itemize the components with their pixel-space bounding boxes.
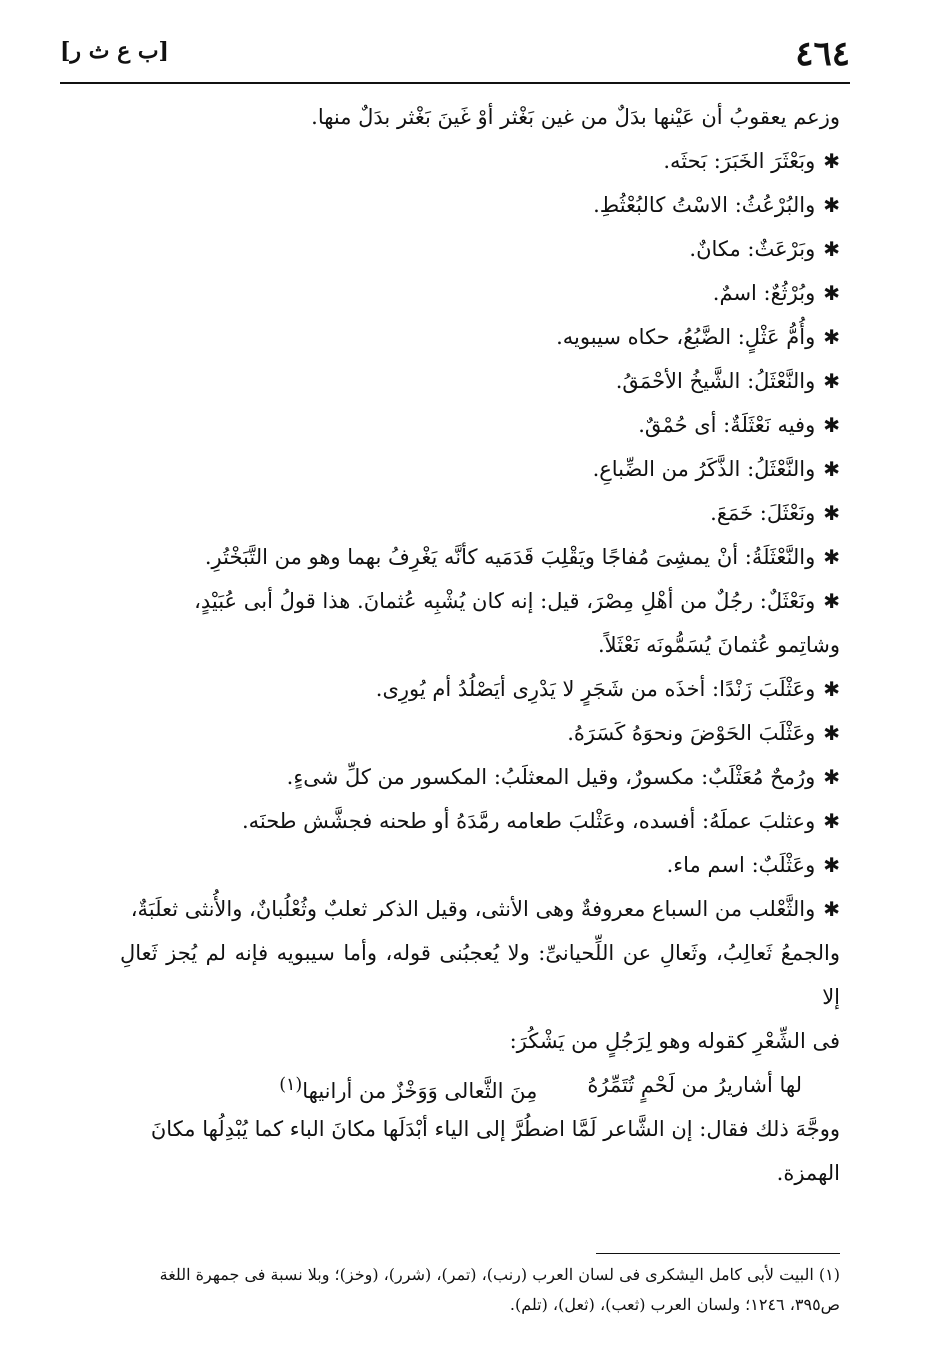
asterisk-icon: ✱ [823, 589, 840, 613]
entry-text: والنَّعْثَلُ: الذَّكَرُ من الضِّباعِ. [592, 457, 816, 481]
text-line [120, 1151, 840, 1195]
entry-line [120, 535, 840, 579]
entry-text: ونَعْثَلَ: خَمَعَ. [710, 501, 816, 525]
entry-line [120, 491, 840, 535]
entry-text: وعثلبَ عملَهُ: أفسده، وعَثْلبَ طعامه رمَّدَهُ أو طحنه فجشَّش طحنَه. [241, 809, 816, 833]
footnote-line: (١) البيت لأبى كامل اليشكرى فى لسان العرب (رنب)، (تمر)، (شرر)، (وخز)؛ وبلا نسبة فى جمهرة اللغة [159, 1265, 840, 1284]
entry-text: والثَّعْلب من السباع معروفةٌ وهى الأنثى، وقيل الذكر ثعلبٌ وثُعْلُبانٌ، والأُنثى ثعلَبَةٌ، [130, 897, 816, 921]
asterisk-icon: ✱ [823, 369, 840, 393]
header-rule [60, 82, 850, 84]
asterisk-icon: ✱ [823, 897, 840, 921]
page-number: ٤٦٤ [795, 34, 850, 74]
line-text: فى الشِّعْرِ كقوله وهو لِرَجُلٍ من يَشْكُرَ: [509, 1029, 840, 1053]
entry-line [120, 887, 840, 931]
entry-line [120, 359, 840, 403]
asterisk-icon: ✱ [823, 809, 840, 833]
entry-line [120, 711, 840, 755]
asterisk-icon: ✱ [823, 721, 840, 745]
footnotes [60, 1260, 840, 1320]
entry-line [120, 227, 840, 271]
line-text: وشاتِمو عُثمانَ يُسَمُّونَه نَعْثَلاً. [597, 633, 840, 657]
asterisk-icon: ✱ [823, 677, 840, 701]
asterisk-icon: ✱ [823, 237, 840, 261]
entry-text: وبَرْعَثٌ: مكانٌ. [689, 237, 816, 261]
asterisk-icon: ✱ [823, 325, 840, 349]
entry-text: والنَّعْثَلُ: الشَّيخُ الأحْمَقُ. [615, 369, 816, 393]
entry-line [120, 315, 840, 359]
entry-line [120, 183, 840, 227]
entry-text: وفيه نَعْثَلَةٌ: أى حُمْقٌ. [638, 413, 816, 437]
asterisk-icon: ✱ [823, 765, 840, 789]
verse-first-hemistich: لها أشاريرُ من لَحْمٍ تُتَمِّرُهُ [587, 1073, 802, 1097]
poetry-verse [120, 1063, 840, 1107]
entry-text: وبَعْثَرَ الخَبَرَ: بَحثَه. [663, 149, 816, 173]
line-text: ووجَّهَ ذلك فقال: إن الشَّاعر لَمَّا اضطُرَّ إلى الياء أبْدَلَها مكانَ الباء كما يُبْدِلُها مكانَ [150, 1117, 840, 1141]
entry-line [120, 843, 840, 887]
footnote-rule [596, 1253, 840, 1254]
entry-text: وأُمُّ عَثْلٍ: الضَّبُعُ، حكاه سيبويه. [556, 325, 816, 349]
line-text: وزعم يعقوبُ أن عَيْنها بدَلٌ من غين بَغْثر أوْ غَينَ بَغْثر بدَلٌ منها. [311, 105, 840, 129]
asterisk-icon: ✱ [823, 413, 840, 437]
entry-line [120, 799, 840, 843]
text-line [120, 95, 840, 139]
footnote-line: ص٣٩٥، ١٢٤٦؛ ولسان العرب (ثعب)، (ثعل)، (تلم). [509, 1295, 840, 1314]
entry-text: وعَثْلَبٌ: اسم ماء. [666, 853, 816, 877]
entry-line [120, 139, 840, 183]
verse-second-hemistich [279, 1063, 537, 1107]
body-text [120, 95, 840, 1230]
asterisk-icon: ✱ [823, 193, 840, 217]
asterisk-icon: ✱ [823, 545, 840, 569]
page-header [60, 30, 850, 80]
text-line [120, 931, 840, 1019]
line-text: والجمعُ ثَعالِبُ، وثَعالِ عن اللِّحيانىِّ: ولا يُعجبُنى قوله، وأما سيبويه فإنه لم يُجز ثَعالِ إلا [120, 941, 840, 1009]
entry-text: وعَثْلَبَ الحَوْضَ ونحوَهُ كَسَرَهُ. [567, 721, 816, 745]
entry-line [120, 579, 840, 623]
entry-text: وبُرْثُعٌ: اسمٌ. [712, 281, 816, 305]
entry-line [120, 271, 840, 315]
entry-line [120, 447, 840, 491]
asterisk-icon: ✱ [823, 853, 840, 877]
entry-line [120, 755, 840, 799]
footnote-marker: (١) [279, 1075, 303, 1095]
asterisk-icon: ✱ [823, 501, 840, 525]
entry-line [120, 403, 840, 447]
entry-text: ونَعْثَلٌ: رجُلٌ من أهْلِ مِصْرَ، قيل: إنه كان يُشْبِه عُثمانَ. هذا قولُ أبى عُبَيْدٍ، [194, 589, 816, 613]
entry-text: وعَثْلَبَ زَنْدًا: أخذَه من شَجَرٍ لا يَدْرِى أيَصْلُدُ أم يُورِى. [375, 677, 816, 701]
entry-text: والنَّعْثَلَةُ: أنْ يمشِىَ مُفاجًا ويَقْلِبَ قَدَمَيه كأنَّه يَغْرِفُ بهما وهو من التَّبَخْتُرِ. [204, 545, 816, 569]
entry-text: ورُمحٌ مُعَثْلَبٌ: مكسورٌ، وقيل المعثلَبُ: المكسور من كلِّ شىءٍ. [286, 765, 816, 789]
asterisk-icon: ✱ [823, 457, 840, 481]
verse-second-text: مِنَ الثَّعالى وَوَخْزٌ من أرانيها [302, 1079, 538, 1103]
text-line [120, 1107, 840, 1151]
asterisk-icon: ✱ [823, 281, 840, 305]
entry-line [120, 667, 840, 711]
root-letters-label: [ب ع ث ر] [60, 38, 169, 64]
entry-text: والبُرْعُثُ: الاسْتُ كالبُعْثُطِ. [593, 193, 816, 217]
text-line [120, 1019, 840, 1063]
line-text: الهمزة. [776, 1161, 840, 1185]
asterisk-icon: ✱ [823, 149, 840, 173]
text-line [120, 623, 840, 667]
